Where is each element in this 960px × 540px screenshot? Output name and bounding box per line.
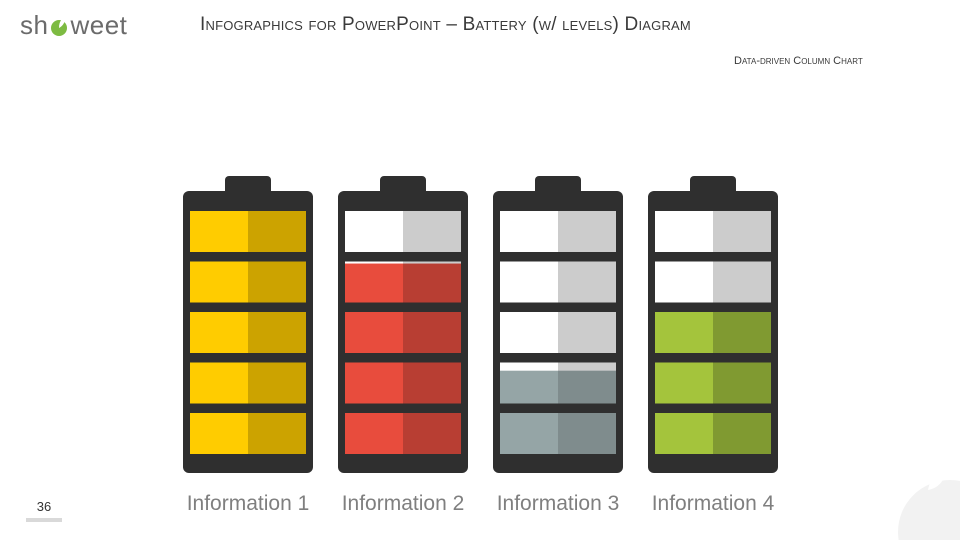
battery-segment-fill-left [190,262,248,303]
battery-segment-fill-right [248,211,306,252]
battery-segment-fill-right [713,363,771,404]
battery-segment-fill-left [190,413,248,454]
battery-segment-fill-right [248,413,306,454]
battery-segment-empty-right [403,211,461,252]
battery-segment-empty-right [713,262,771,303]
battery-segment-fill-right [558,371,616,404]
battery-segment-fill-left [345,312,403,353]
battery-segment-fill-left [345,264,403,303]
battery-segment-fill-left [190,211,248,252]
battery-segment-fill-left [345,363,403,404]
battery-segment-fill-right [248,312,306,353]
battery-segment-empty-right [713,211,771,252]
showeet-watermark-icon [880,460,960,540]
battery-segment-fill-right [403,264,461,303]
battery-segment-fill-left [655,413,713,454]
logo-text-left: sh [20,10,49,40]
battery-segment-fill-left [500,371,558,404]
battery-segment-empty-left [500,211,558,252]
battery-segment-fill-right [248,363,306,404]
battery-segment-fill-right [713,312,771,353]
battery-segment-fill-left [190,312,248,353]
battery-segment-fill-left [655,312,713,353]
battery-segment-fill-right [713,413,771,454]
battery-segment-empty-left [655,262,713,303]
category-label: Information 2 [341,492,465,515]
battery-segment-fill-right [403,363,461,404]
battery-segment-fill-right [248,262,306,303]
battery-segment-empty-left [655,211,713,252]
category-label: Information 1 [186,492,310,515]
battery-segment-fill-left [190,363,248,404]
battery-segment-empty-right [558,312,616,353]
battery-segment-empty-left [345,211,403,252]
battery-segment-empty-right [558,211,616,252]
page-number: 36 [26,492,62,522]
logo-text-right: weet [70,10,128,40]
battery-segment-fill-right [403,312,461,353]
battery-segment-fill-right [403,413,461,454]
battery-segment-empty-left [500,312,558,353]
page-subtitle: Data-driven Column Chart [734,55,863,67]
battery-segment-fill-left [655,363,713,404]
battery-segment-fill-left [500,413,558,454]
battery-segment-empty-right [558,262,616,303]
battery-segment-fill-right [558,413,616,454]
battery-segment-empty-left [500,262,558,303]
page-title: Infographics for PowerPoint – Battery (w/ levels) Diagram [200,14,691,35]
battery-segment-fill-left [345,413,403,454]
category-label: Information 3 [496,492,620,515]
category-label: Information 4 [651,492,775,515]
